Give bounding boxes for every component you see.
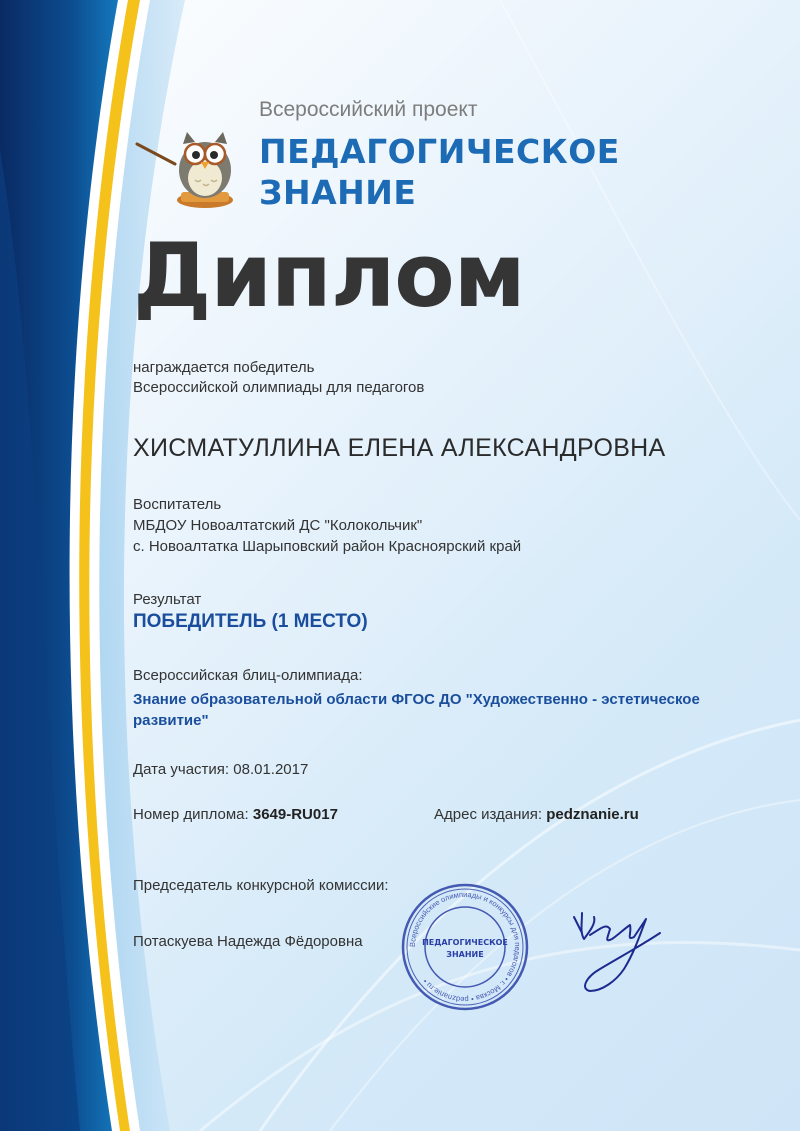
project-subtitle: Всероссийский проект bbox=[259, 98, 478, 121]
stamp-ring-text: Всероссийские олимпиады и конкурсы для педагогов • г. Москва • pedznanie.ru • bbox=[407, 889, 523, 1005]
diploma-number-value: 3649-RU017 bbox=[252, 806, 338, 823]
award-line-2: Всероссийской олимпиады для педагогов bbox=[133, 379, 425, 396]
stamp-center-line-2: ЗНАНИЕ bbox=[446, 950, 484, 959]
publication-value: pedznanie.ru bbox=[546, 806, 639, 823]
participation-date bbox=[133, 760, 308, 780]
publication-address bbox=[434, 805, 639, 825]
seal-stamp-icon bbox=[400, 882, 530, 1012]
diploma-number-label: Номер диплома: bbox=[133, 806, 249, 823]
diploma-number bbox=[133, 805, 338, 825]
recipient-name: ХИСМАТУЛЛИНА ЕЛЕНА АЛЕКСАНДРОВНА bbox=[133, 434, 666, 462]
stamp-center-line-1: ПЕДАГОГИЧЕСКОЕ bbox=[422, 938, 508, 947]
olympiad-title: Знание образовательной области ФГОС ДО "Художественно - эстетическое развитие" bbox=[133, 691, 700, 729]
owl-mascot-icon bbox=[135, 122, 245, 212]
recipient-organization: МБДОУ Новоалтатский ДС "Колокольчик" bbox=[133, 517, 423, 534]
signature-icon bbox=[560, 895, 680, 1005]
recipient-position: Воспитатель bbox=[133, 496, 222, 513]
publication-label: Адрес издания: bbox=[434, 806, 543, 823]
commission-label: Председатель конкурсной комиссии: bbox=[133, 877, 389, 894]
recipient-address: с. Новоалтатка Шарыповский район Красноярский край bbox=[133, 538, 522, 555]
date-value: 08.01.2017 bbox=[233, 761, 309, 778]
logo-line-1: ПЕДАГОГИЧЕСКОЕ bbox=[259, 132, 620, 171]
date-label: Дата участия: bbox=[133, 761, 230, 778]
diploma-title: Диплом bbox=[133, 224, 525, 327]
result-value: ПОБЕДИТЕЛЬ (1 МЕСТО) bbox=[133, 611, 368, 632]
olympiad-label: Всероссийская блиц-олимпиада: bbox=[133, 667, 363, 684]
commission-chair: Потаскуева Надежда Фёдоровна bbox=[133, 933, 363, 950]
result-label: Результат bbox=[133, 591, 202, 608]
logo-line-2: ЗНАНИЕ bbox=[259, 173, 417, 212]
award-line-1: награждается победитель bbox=[133, 359, 315, 376]
